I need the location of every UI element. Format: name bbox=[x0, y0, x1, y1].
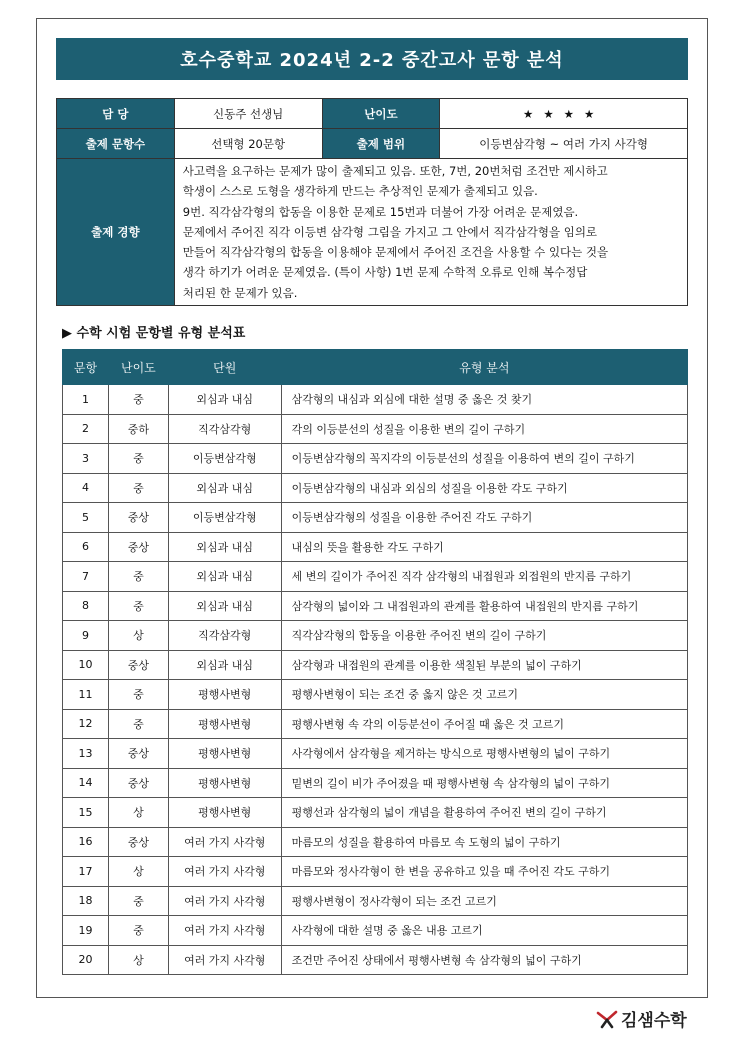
table-row bbox=[63, 650, 688, 680]
brand-logo bbox=[596, 1006, 687, 1031]
exam-trend-text bbox=[174, 159, 687, 306]
exam-info-table bbox=[56, 98, 688, 306]
table-body bbox=[63, 385, 688, 975]
difficulty: 중 bbox=[108, 444, 168, 474]
question-count-value: 선택형 20문항 bbox=[174, 129, 322, 159]
type-analysis: 평행사변형이 정사각형이 되는 조건 고르기 bbox=[281, 886, 687, 916]
exam-range-label: 출제 범위 bbox=[322, 129, 440, 159]
unit: 여러 가지 사각형 bbox=[168, 886, 281, 916]
question-number: 14 bbox=[63, 768, 109, 798]
logo-mark-icon bbox=[596, 1009, 618, 1029]
table-row bbox=[63, 503, 688, 533]
question-count-label: 출제 문항수 bbox=[57, 129, 175, 159]
type-analysis: 각의 이등분선의 성질을 이용한 변의 길이 구하기 bbox=[281, 414, 687, 444]
unit: 여러 가지 사각형 bbox=[168, 916, 281, 946]
question-number: 10 bbox=[63, 650, 109, 680]
type-analysis: 세 변의 길이가 주어진 직각 삼각형의 내접원과 외접원의 반지름 구하기 bbox=[281, 562, 687, 592]
type-analysis: 마름모의 성질을 활용하여 마름모 속 도형의 넓이 구하기 bbox=[281, 827, 687, 857]
unit: 외심과 내심 bbox=[168, 562, 281, 592]
header-question-no: 문항 bbox=[63, 350, 109, 385]
table-row bbox=[63, 945, 688, 975]
page-title: 호수중학교 2024년 2-2 중간고사 문항 분석 bbox=[56, 38, 688, 80]
table-row bbox=[63, 621, 688, 651]
exam-range-value: 이등변삼각형 ~ 여러 가지 사각형 bbox=[440, 129, 688, 159]
type-analysis: 마름모와 정사각형이 한 변을 공유하고 있을 때 주어진 각도 구하기 bbox=[281, 857, 687, 887]
question-number: 13 bbox=[63, 739, 109, 769]
question-number: 5 bbox=[63, 503, 109, 533]
difficulty-stars: ★★★★ bbox=[440, 99, 688, 129]
difficulty: 중 bbox=[108, 562, 168, 592]
difficulty: 중 bbox=[108, 680, 168, 710]
question-number: 9 bbox=[63, 621, 109, 651]
table-row bbox=[63, 739, 688, 769]
trend-line: 학생이 스스로 도형을 생각하게 만드는 추상적인 문제가 출제되고 있음. bbox=[182, 184, 538, 199]
table-row bbox=[63, 768, 688, 798]
difficulty: 중 bbox=[108, 916, 168, 946]
question-analysis-table bbox=[62, 349, 688, 975]
info-row bbox=[57, 159, 688, 306]
info-row bbox=[57, 99, 688, 129]
table-row bbox=[63, 385, 688, 415]
type-analysis: 평행선과 삼각형의 넓이 개념을 활용하여 주어진 변의 길이 구하기 bbox=[281, 798, 687, 828]
table-row bbox=[63, 827, 688, 857]
table-row bbox=[63, 444, 688, 474]
unit: 이등변삼각형 bbox=[168, 444, 281, 474]
unit: 여러 가지 사각형 bbox=[168, 827, 281, 857]
difficulty: 상 bbox=[108, 621, 168, 651]
type-analysis: 직각삼각형의 합동을 이용한 주어진 변의 길이 구하기 bbox=[281, 621, 687, 651]
difficulty: 중 bbox=[108, 385, 168, 415]
table-row bbox=[63, 680, 688, 710]
trend-line: 처리된 한 문제가 있음. bbox=[182, 285, 298, 300]
type-analysis: 사각형에서 삼각형을 제거하는 방식으로 평행사변형의 넓이 구하기 bbox=[281, 739, 687, 769]
type-analysis: 삼각형의 내심과 외심에 대한 설명 중 옳은 것 찾기 bbox=[281, 385, 687, 415]
unit: 직각삼각형 bbox=[168, 621, 281, 651]
type-analysis: 내심의 뜻을 활용한 각도 구하기 bbox=[281, 532, 687, 562]
type-analysis: 이등변삼각형의 꼭지각의 이등분선의 성질을 이용하여 변의 길이 구하기 bbox=[281, 444, 687, 474]
difficulty: 중 bbox=[108, 886, 168, 916]
logo-text: 김샘수학 bbox=[621, 1011, 687, 1031]
section-title: ▶ 수학 시험 문항별 유형 분석표 bbox=[62, 326, 246, 341]
type-analysis: 평행사변형 속 각의 이등분선이 주어질 때 옳은 것 고르기 bbox=[281, 709, 687, 739]
table-row bbox=[63, 886, 688, 916]
type-analysis: 이등변삼각형의 성질을 이용한 주어진 각도 구하기 bbox=[281, 503, 687, 533]
unit: 외심과 내심 bbox=[168, 385, 281, 415]
difficulty: 중 bbox=[108, 473, 168, 503]
difficulty: 중 bbox=[108, 591, 168, 621]
trend-line: 9번. 직각삼각형의 합동을 이용한 문제로 15번과 더불어 가장 어려운 문제였음. bbox=[182, 204, 579, 219]
difficulty-label: 난이도 bbox=[322, 99, 440, 129]
teacher-value: 신동주 선생님 bbox=[174, 99, 322, 129]
type-analysis: 사각형에 대한 설명 중 옳은 내용 고르기 bbox=[281, 916, 687, 946]
unit: 외심과 내심 bbox=[168, 591, 281, 621]
unit: 직각삼각형 bbox=[168, 414, 281, 444]
type-analysis: 이등변삼각형의 내심과 외심의 성질을 이용한 각도 구하기 bbox=[281, 473, 687, 503]
difficulty: 중상 bbox=[108, 827, 168, 857]
table-row bbox=[63, 709, 688, 739]
table-row bbox=[63, 562, 688, 592]
unit: 평행사변형 bbox=[168, 768, 281, 798]
unit: 평행사변형 bbox=[168, 739, 281, 769]
unit: 평행사변형 bbox=[168, 798, 281, 828]
question-number: 8 bbox=[63, 591, 109, 621]
difficulty: 중상 bbox=[108, 532, 168, 562]
question-number: 3 bbox=[63, 444, 109, 474]
exam-trend-label: 출제 경향 bbox=[57, 159, 175, 306]
question-number: 17 bbox=[63, 857, 109, 887]
difficulty: 상 bbox=[108, 798, 168, 828]
table-row bbox=[63, 798, 688, 828]
type-analysis: 삼각형의 넓이와 그 내접원과의 관계를 활용하여 내접원의 반지름 구하기 bbox=[281, 591, 687, 621]
difficulty: 상 bbox=[108, 945, 168, 975]
table-row bbox=[63, 414, 688, 444]
trend-line: 사고력을 요구하는 문제가 많이 출제되고 있음. 또한, 7번, 20번처럼 조건만 제시하고 bbox=[182, 164, 608, 178]
type-analysis: 삼각형과 내접원의 관계를 이용한 색칠된 부분의 넓이 구하기 bbox=[281, 650, 687, 680]
header-type-analysis: 유형 분석 bbox=[281, 350, 687, 385]
trend-line: 만들어 직각삼각형의 합동을 이용해야 문제에서 주어진 조건을 사용할 수 있다는 것을 bbox=[182, 245, 609, 260]
unit: 외심과 내심 bbox=[168, 650, 281, 680]
teacher-label: 담 당 bbox=[57, 99, 175, 129]
header-unit: 단원 bbox=[168, 350, 281, 385]
unit: 여러 가지 사각형 bbox=[168, 945, 281, 975]
unit: 여러 가지 사각형 bbox=[168, 857, 281, 887]
difficulty: 중상 bbox=[108, 739, 168, 769]
table-row bbox=[63, 473, 688, 503]
trend-line: 생각 하기가 어려운 문제였음. (특이 사항) 1번 문제 수학적 오류로 인해 복수정답 bbox=[182, 265, 588, 280]
table-row bbox=[63, 857, 688, 887]
type-analysis: 조건만 주어진 상태에서 평행사변형 속 삼각형의 넓이 구하기 bbox=[281, 945, 687, 975]
unit: 외심과 내심 bbox=[168, 532, 281, 562]
question-number: 12 bbox=[63, 709, 109, 739]
difficulty: 중상 bbox=[108, 768, 168, 798]
question-number: 11 bbox=[63, 680, 109, 710]
difficulty: 중상 bbox=[108, 503, 168, 533]
unit: 외심과 내심 bbox=[168, 473, 281, 503]
table-row bbox=[63, 916, 688, 946]
difficulty: 중하 bbox=[108, 414, 168, 444]
question-number: 19 bbox=[63, 916, 109, 946]
question-number: 2 bbox=[63, 414, 109, 444]
type-analysis: 밑변의 길이 비가 주어졌을 때 평행사변형 속 삼각형의 넓이 구하기 bbox=[281, 768, 687, 798]
unit: 평행사변형 bbox=[168, 680, 281, 710]
difficulty: 상 bbox=[108, 857, 168, 887]
question-number: 7 bbox=[63, 562, 109, 592]
difficulty: 중 bbox=[108, 709, 168, 739]
question-number: 20 bbox=[63, 945, 109, 975]
question-number: 16 bbox=[63, 827, 109, 857]
table-row bbox=[63, 591, 688, 621]
table-row bbox=[63, 532, 688, 562]
trend-line: 문제에서 주어진 직각 이등변 삼각형 그림을 가지고 그 안에서 직각삼각형을 임의로 bbox=[182, 224, 598, 239]
difficulty: 중상 bbox=[108, 650, 168, 680]
info-row bbox=[57, 129, 688, 159]
unit: 이등변삼각형 bbox=[168, 503, 281, 533]
header-difficulty: 난이도 bbox=[108, 350, 168, 385]
question-number: 1 bbox=[63, 385, 109, 415]
question-number: 18 bbox=[63, 886, 109, 916]
table-header-row bbox=[63, 350, 688, 385]
question-number: 4 bbox=[63, 473, 109, 503]
unit: 평행사변형 bbox=[168, 709, 281, 739]
question-number: 6 bbox=[63, 532, 109, 562]
question-number: 15 bbox=[63, 798, 109, 828]
type-analysis: 평행사변형이 되는 조건 중 옳지 않은 것 고르기 bbox=[281, 680, 687, 710]
